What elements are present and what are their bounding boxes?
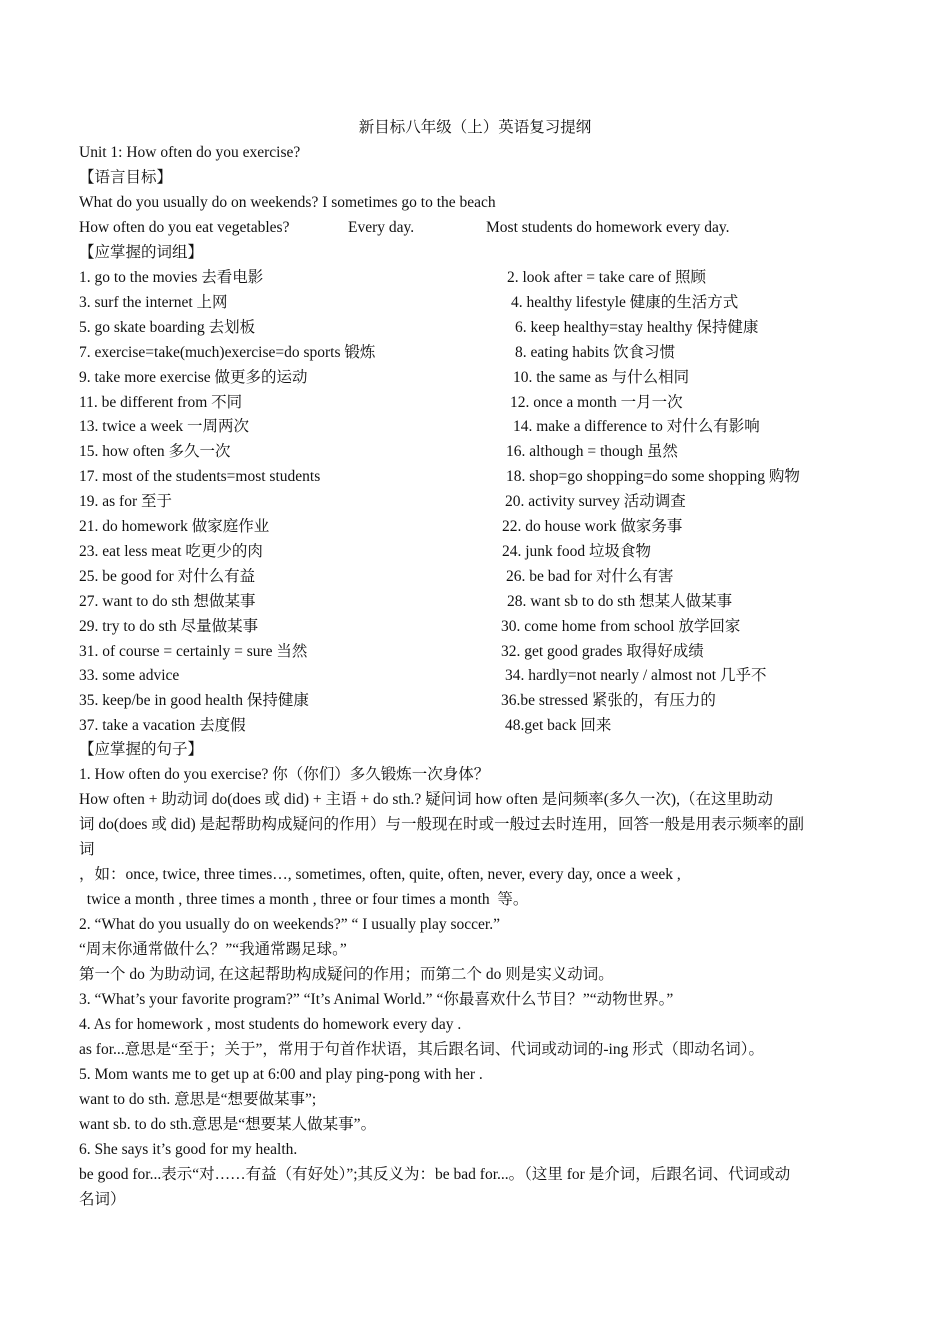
phrase-row bbox=[79, 517, 879, 537]
goal-example: Most students do homework every day. bbox=[486, 219, 730, 236]
phrase-left: 11. be different from 不同 bbox=[79, 393, 243, 411]
phrase-row bbox=[79, 642, 879, 662]
sentence-4: 4. As for homework , most students do homework every day . bbox=[79, 1016, 462, 1033]
phrase-right: 26. be bad for 对什么有害 bbox=[506, 567, 674, 585]
phrase-right: 4. healthy lifestyle 健康的生活方式 bbox=[511, 293, 739, 311]
sentence-5-note-1: want to do sth. 意思是“想要做某事”; bbox=[79, 1091, 317, 1108]
phrase-row bbox=[79, 268, 879, 288]
goal-line-1: What do you usually do on weekends? I sometimes go to the beach bbox=[79, 194, 496, 211]
phrase-left: 25. be good for 对什么有益 bbox=[79, 567, 256, 585]
phrase-left: 15. how often 多久一次 bbox=[79, 443, 231, 461]
phrase-right: 20. activity survey 活动调查 bbox=[505, 493, 686, 511]
section-heading-phrases: 【应掌握的词组】 bbox=[79, 244, 204, 261]
phrase-row bbox=[79, 417, 879, 437]
phrase-right: 22. do house work 做家务事 bbox=[502, 518, 683, 535]
goal-answer: Every day. bbox=[348, 219, 415, 236]
unit-title: Unit 1: How often do you exercise? bbox=[79, 144, 301, 161]
section-heading-goals: 【语言目标】 bbox=[79, 169, 173, 186]
phrase-row bbox=[79, 467, 879, 487]
phrase-right: 34. hardly=not nearly / almost not 几乎不 bbox=[505, 667, 767, 685]
phrase-left: 33. some advice bbox=[79, 667, 180, 685]
phrase-left: 7. exercise=take(much)exercise=do sports 锻炼 bbox=[79, 343, 376, 361]
sentence-5: 5. Mom wants me to get up at 6:00 and play ping-pong with her . bbox=[79, 1066, 483, 1083]
phrase-left: 31. of course = certainly = sure 当然 bbox=[79, 642, 308, 660]
phrase-left: 1. go to the movies 去看电影 bbox=[79, 269, 264, 286]
sentence-1-note-line-1: How often + 助动词 do(does 或 did) + 主语 + do sth.? 疑问词 how often 是问频率(多久一次),（在这里助动 bbox=[79, 791, 773, 808]
phrase-row bbox=[79, 492, 879, 512]
goal-line-2 bbox=[79, 218, 879, 238]
sentence-1-note-line-3: 词 bbox=[79, 841, 95, 858]
phrase-left: 27. want to do sth 想做某事 bbox=[79, 592, 256, 610]
phrase-left: 17. most of the students=most students bbox=[79, 468, 321, 486]
document-title: 新目标八年级（上）英语复习提纲 bbox=[358, 119, 592, 136]
phrase-row bbox=[79, 343, 879, 363]
phrase-left: 13. twice a week 一周两次 bbox=[79, 418, 250, 436]
sentence-6: 6. She says it’s good for my health. bbox=[79, 1141, 298, 1158]
sentence-6-note-line-1: be good for...表示“对……有益（有好处）”;其反义为：be bad for...。（这里 for 是介词，后跟名词、代词或动 bbox=[79, 1166, 791, 1183]
phrase-right: 32. get good grades 取得好成绩 bbox=[501, 642, 704, 660]
phrase-right: 28. want sb to do sth 想某人做某事 bbox=[507, 592, 733, 610]
sentence-2: 2. “What do you usually do on weekends?” “ I usually play soccer.” bbox=[79, 916, 500, 933]
sentence-1-examples-cont: twice a month , three times a month , three or four times a month 等。 bbox=[79, 891, 529, 908]
phrase-right: 6. keep healthy=stay healthy 保持健康 bbox=[515, 318, 759, 336]
sentence-6-note-line-2: 名词） bbox=[79, 1191, 126, 1208]
phrase-row bbox=[79, 567, 879, 587]
phrase-left: 23. eat less meat 吃更少的肉 bbox=[79, 542, 263, 560]
phrase-right: 18. shop=go shopping=do some shopping 购物 bbox=[506, 468, 800, 486]
phrase-right: 10. the same as 与什么相同 bbox=[513, 368, 690, 386]
phrase-left: 3. surf the internet 上网 bbox=[79, 293, 228, 311]
phrase-row bbox=[79, 293, 879, 313]
sentence-2-translation: “周末你通常做什么？”“我通常踢足球。” bbox=[79, 941, 347, 958]
phrase-left: 21. do homework 做家庭作业 bbox=[79, 518, 270, 535]
sentence-1-examples: ，如：once, twice, three times…, sometimes, often, quite, often, never, every day, once a week , bbox=[79, 866, 681, 883]
phrase-right: 36.be stressed 紧张的，有压力的 bbox=[501, 692, 716, 710]
phrase-right: 48.get back 回来 bbox=[505, 717, 612, 735]
phrase-left: 5. go skate boarding 去划板 bbox=[79, 318, 256, 336]
goal-question: How often do you eat vegetables? bbox=[79, 219, 290, 236]
phrase-right: 8. eating habits 饮食习惯 bbox=[515, 343, 676, 361]
sentence-3: 3. “What’s your favorite program?” “It’s Animal World.” “你最喜欢什么节目？”“动物世界。” bbox=[79, 991, 674, 1008]
phrase-row bbox=[79, 666, 879, 686]
phrase-left: 19. as for 至于 bbox=[79, 493, 172, 511]
sentence-4-note: as for...意思是“至于；关于”，常用于句首作状语，其后跟名词、代词或动词的-ing 形式（即动名词）。 bbox=[79, 1041, 764, 1058]
phrase-row bbox=[79, 542, 879, 562]
phrase-left: 37. take a vacation 去度假 bbox=[79, 717, 246, 735]
phrase-row bbox=[79, 318, 879, 338]
sentence-5-note-2: want sb. to do sth.意思是“想要某人做某事”。 bbox=[79, 1116, 377, 1133]
phrase-right: 14. make a difference to 对什么有影响 bbox=[513, 418, 760, 436]
phrase-row bbox=[79, 442, 879, 462]
phrase-right: 16. although = though 虽然 bbox=[506, 443, 678, 461]
phrase-right: 30. come home from school 放学回家 bbox=[501, 617, 741, 635]
phrase-row bbox=[79, 691, 879, 711]
phrase-left: 9. take more exercise 做更多的运动 bbox=[79, 368, 308, 386]
sentence-1-note-line-2: 词 do(does 或 did) 是起帮助构成疑问的作用）与一般现在时或一般过去时连用，回答一般是用表示频率的副 bbox=[79, 816, 805, 833]
sentence-1: 1. How often do you exercise? 你（你们）多久锻炼一次身体？ bbox=[79, 766, 490, 783]
phrase-right: 24. junk food 垃圾食物 bbox=[502, 542, 651, 560]
phrase-row bbox=[79, 716, 879, 736]
phrase-right: 12. once a month 一月一次 bbox=[510, 393, 683, 411]
section-heading-sentences: 【应掌握的句子】 bbox=[79, 741, 204, 758]
phrase-right: 2. look after = take care of 照顾 bbox=[507, 269, 706, 286]
sentence-2-note: 第一个 do 为助动词, 在这起帮助构成疑问的作用；而第二个 do 则是实义动词。 bbox=[79, 966, 614, 983]
phrase-left: 29. try to do sth 尽量做某事 bbox=[79, 617, 259, 635]
phrase-row bbox=[79, 617, 879, 637]
phrase-row bbox=[79, 393, 879, 413]
phrase-row bbox=[79, 368, 879, 388]
phrase-left: 35. keep/be in good health 保持健康 bbox=[79, 692, 309, 710]
phrase-row bbox=[79, 592, 879, 612]
